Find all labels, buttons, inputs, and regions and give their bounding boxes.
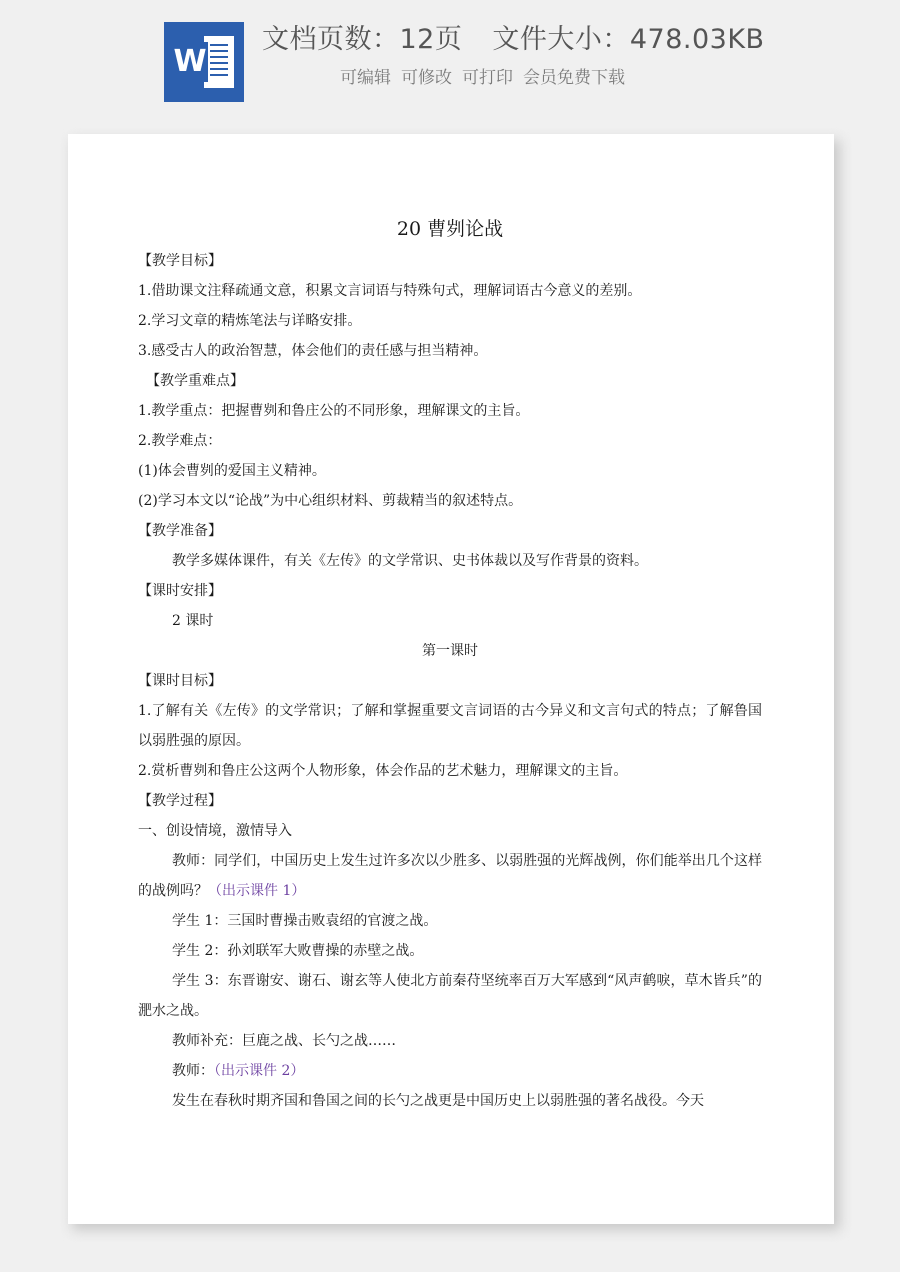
feature-printable: 可打印 <box>462 68 513 88</box>
heading-teaching-goals: 【教学目标】 <box>138 253 222 269</box>
teacher-intro-paragraph <box>138 846 762 906</box>
process-step-1: 一、创设情境，激情导入 <box>138 823 292 839</box>
page-count-text: 文档页数：12页 <box>262 24 463 55</box>
feature-modifiable: 可修改 <box>401 68 452 88</box>
document-page <box>68 134 834 1224</box>
teacher-label: 教师： <box>172 1063 214 1079</box>
goal-item-2: 2.学习文章的精炼笔法与详略安排。 <box>138 313 362 329</box>
heading-preparation: 【教学准备】 <box>138 523 222 539</box>
feature-list <box>340 64 635 92</box>
file-size-text: 文件大小：478.03KB <box>492 24 765 55</box>
key-point-1: 1.教学重点：把握曹刿和鲁庄公的不同形象，理解课文的主旨。 <box>138 403 530 419</box>
document-info-banner <box>0 0 900 120</box>
lesson-goal-1: 1.了解有关《左传》的文学常识；了解和掌握重要文言词语的古今异义和文言句式的特点；了解鲁国以弱胜强的原因。 <box>138 703 762 749</box>
teacher-supplement: 教师补充：巨鹿之战、长勺之战…… <box>172 1033 396 1049</box>
heading-lesson-goals: 【课时目标】 <box>138 673 222 689</box>
teacher-cue-line <box>138 1056 762 1086</box>
goal-item-1: 1.借助课文注释疏通文意，积累文言词语与特殊句式，理解词语古今意义的差别。 <box>138 283 642 299</box>
student-answer-1: 学生 1：三国时曹操击败袁绍的官渡之战。 <box>172 913 438 929</box>
closing-paragraph: 发生在春秋时期齐国和鲁国之间的长勺之战更是中国历史上以弱胜强的著名战役。今天 <box>172 1093 704 1109</box>
document-title: 20 曹刿论战 <box>396 218 504 240</box>
document-sheet-graphic <box>204 36 234 88</box>
word-logo-letter: W <box>172 42 208 82</box>
slide-cue-2: （出示课件 2） <box>214 1063 305 1079</box>
goal-item-3: 3.感受古人的政治智慧，体会他们的责任感与担当精神。 <box>138 343 488 359</box>
key-point-2: 2.教学难点： <box>138 433 222 449</box>
key-point-2b: (2)学习本文以“论战”为中心组织材料、剪裁精当的叙述特点。 <box>138 493 523 509</box>
document-content <box>138 212 762 1116</box>
teacher-intro-text: 教师：同学们，中国历史上发生过许多次以少胜多、以弱胜强的光辉战例，你们能举出几个这样的战例吗？ <box>138 853 762 899</box>
student-answer-2: 学生 2：孙刘联军大败曹操的赤壁之战。 <box>172 943 424 959</box>
heading-schedule: 【课时安排】 <box>138 583 222 599</box>
feature-member-download: 会员免费下载 <box>523 68 625 88</box>
file-info-title <box>262 20 765 60</box>
word-document-icon <box>164 22 244 102</box>
key-point-2a: (1)体会曹刿的爱国主义精神。 <box>138 463 326 479</box>
heading-process: 【教学过程】 <box>138 793 222 809</box>
preparation-text: 教学多媒体课件，有关《左传》的文学常识、史书体裁以及写作背景的资料。 <box>172 553 648 569</box>
heading-key-points: 【教学重难点】 <box>146 373 244 389</box>
lesson-1-heading: 第一课时 <box>422 643 478 659</box>
schedule-text: 2 课时 <box>172 613 214 629</box>
student-answer-3: 学生 3：东晋谢安、谢石、谢玄等人使北方前秦苻坚统率百万大军感到“风声鹤唳，草木皆兵”的淝水之战。 <box>138 973 762 1019</box>
lesson-goal-2: 2.赏析曹刿和鲁庄公这两个人物形象，体会作品的艺术魅力，理解课文的主旨。 <box>138 763 628 779</box>
slide-cue-1: （出示课件 1） <box>208 883 306 899</box>
feature-editable: 可编辑 <box>340 68 391 88</box>
